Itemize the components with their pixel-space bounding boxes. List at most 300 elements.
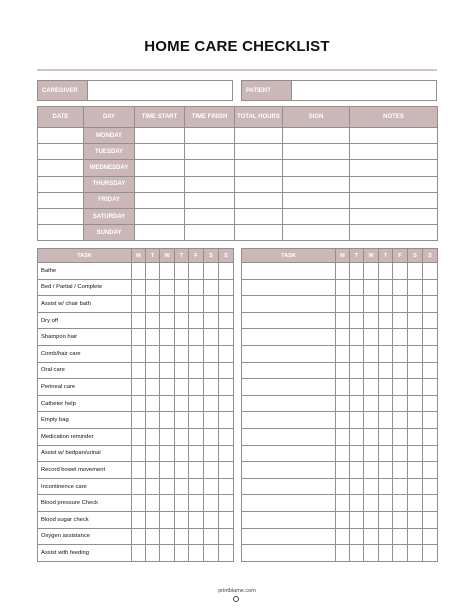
task-check-cell[interactable] — [393, 296, 408, 313]
task-check-cell[interactable] — [160, 412, 175, 429]
schedule-entry-cell[interactable] — [135, 225, 185, 241]
task-check-cell[interactable] — [379, 511, 393, 528]
task-check-cell[interactable] — [379, 395, 393, 412]
task-check-cell[interactable] — [336, 329, 350, 346]
task-check-cell[interactable] — [350, 462, 364, 479]
task-check-cell[interactable] — [146, 362, 160, 379]
task-check-cell[interactable] — [189, 395, 204, 412]
task-check-cell[interactable] — [160, 379, 175, 396]
task-check-cell[interactable] — [132, 495, 146, 512]
schedule-entry-cell[interactable] — [350, 144, 438, 160]
task-check-cell[interactable] — [336, 362, 350, 379]
task-check-cell[interactable] — [408, 445, 423, 462]
schedule-entry-cell[interactable] — [185, 160, 235, 176]
task-check-cell[interactable] — [336, 379, 350, 396]
task-check-cell[interactable] — [364, 279, 379, 296]
task-check-cell[interactable] — [393, 312, 408, 329]
schedule-entry-cell[interactable] — [185, 128, 235, 144]
task-check-cell[interactable] — [364, 528, 379, 545]
task-check-cell[interactable] — [175, 495, 189, 512]
task-check-cell[interactable] — [393, 495, 408, 512]
schedule-entry-cell[interactable] — [283, 192, 350, 208]
task-check-cell[interactable] — [423, 379, 438, 396]
task-check-cell[interactable] — [146, 462, 160, 479]
task-check-cell[interactable] — [393, 345, 408, 362]
schedule-entry-cell[interactable] — [135, 160, 185, 176]
task-check-cell[interactable] — [189, 495, 204, 512]
task-check-cell[interactable] — [408, 545, 423, 562]
schedule-entry-cell[interactable] — [38, 144, 84, 160]
schedule-entry-cell[interactable] — [283, 160, 350, 176]
task-check-cell[interactable] — [219, 395, 234, 412]
task-name-blank[interactable] — [242, 545, 336, 562]
task-check-cell[interactable] — [146, 329, 160, 346]
task-check-cell[interactable] — [175, 362, 189, 379]
task-check-cell[interactable] — [350, 428, 364, 445]
task-check-cell[interactable] — [423, 362, 438, 379]
task-check-cell[interactable] — [189, 412, 204, 429]
schedule-entry-cell[interactable] — [283, 128, 350, 144]
task-check-cell[interactable] — [175, 528, 189, 545]
task-check-cell[interactable] — [175, 511, 189, 528]
task-check-cell[interactable] — [204, 511, 219, 528]
task-check-cell[interactable] — [393, 445, 408, 462]
task-check-cell[interactable] — [189, 478, 204, 495]
task-check-cell[interactable] — [175, 279, 189, 296]
task-name-blank[interactable] — [242, 345, 336, 362]
task-check-cell[interactable] — [132, 379, 146, 396]
task-check-cell[interactable] — [379, 428, 393, 445]
task-check-cell[interactable] — [423, 528, 438, 545]
task-check-cell[interactable] — [350, 296, 364, 313]
task-check-cell[interactable] — [219, 379, 234, 396]
task-check-cell[interactable] — [160, 312, 175, 329]
task-check-cell[interactable] — [408, 329, 423, 346]
schedule-entry-cell[interactable] — [235, 208, 283, 224]
task-check-cell[interactable] — [408, 478, 423, 495]
task-check-cell[interactable] — [350, 362, 364, 379]
task-check-cell[interactable] — [336, 279, 350, 296]
task-check-cell[interactable] — [189, 428, 204, 445]
task-check-cell[interactable] — [219, 495, 234, 512]
schedule-entry-cell[interactable] — [283, 225, 350, 241]
task-check-cell[interactable] — [423, 345, 438, 362]
caregiver-field[interactable] — [88, 81, 233, 101]
task-check-cell[interactable] — [204, 478, 219, 495]
schedule-entry-cell[interactable] — [38, 208, 84, 224]
task-name-blank[interactable] — [242, 379, 336, 396]
task-check-cell[interactable] — [219, 511, 234, 528]
task-name-blank[interactable] — [242, 511, 336, 528]
schedule-entry-cell[interactable] — [135, 208, 185, 224]
task-check-cell[interactable] — [379, 296, 393, 313]
task-check-cell[interactable] — [160, 345, 175, 362]
task-name-blank[interactable] — [242, 263, 336, 280]
task-check-cell[interactable] — [393, 511, 408, 528]
task-name-blank[interactable] — [242, 412, 336, 429]
task-check-cell[interactable] — [423, 478, 438, 495]
task-check-cell[interactable] — [364, 379, 379, 396]
task-name-blank[interactable] — [242, 462, 336, 479]
task-check-cell[interactable] — [336, 545, 350, 562]
task-name-blank[interactable] — [242, 329, 336, 346]
task-check-cell[interactable] — [336, 428, 350, 445]
task-check-cell[interactable] — [146, 379, 160, 396]
task-check-cell[interactable] — [408, 428, 423, 445]
task-check-cell[interactable] — [364, 395, 379, 412]
schedule-entry-cell[interactable] — [350, 208, 438, 224]
task-check-cell[interactable] — [336, 395, 350, 412]
task-check-cell[interactable] — [204, 462, 219, 479]
task-check-cell[interactable] — [219, 528, 234, 545]
task-check-cell[interactable] — [408, 528, 423, 545]
task-check-cell[interactable] — [364, 296, 379, 313]
task-check-cell[interactable] — [204, 362, 219, 379]
task-check-cell[interactable] — [146, 279, 160, 296]
task-check-cell[interactable] — [189, 263, 204, 280]
task-check-cell[interactable] — [175, 412, 189, 429]
task-check-cell[interactable] — [204, 495, 219, 512]
task-check-cell[interactable] — [204, 263, 219, 280]
task-check-cell[interactable] — [219, 279, 234, 296]
task-check-cell[interactable] — [350, 279, 364, 296]
task-check-cell[interactable] — [336, 263, 350, 280]
task-check-cell[interactable] — [408, 379, 423, 396]
task-check-cell[interactable] — [132, 312, 146, 329]
schedule-entry-cell[interactable] — [135, 192, 185, 208]
task-check-cell[interactable] — [175, 312, 189, 329]
task-check-cell[interactable] — [146, 345, 160, 362]
task-check-cell[interactable] — [408, 362, 423, 379]
task-name-blank[interactable] — [242, 312, 336, 329]
task-check-cell[interactable] — [219, 329, 234, 346]
task-check-cell[interactable] — [408, 263, 423, 280]
task-check-cell[interactable] — [379, 528, 393, 545]
schedule-entry-cell[interactable] — [38, 225, 84, 241]
task-check-cell[interactable] — [364, 511, 379, 528]
task-check-cell[interactable] — [189, 312, 204, 329]
task-check-cell[interactable] — [219, 478, 234, 495]
task-check-cell[interactable] — [364, 329, 379, 346]
schedule-entry-cell[interactable] — [185, 225, 235, 241]
task-check-cell[interactable] — [393, 395, 408, 412]
task-check-cell[interactable] — [393, 379, 408, 396]
schedule-entry-cell[interactable] — [38, 176, 84, 192]
schedule-entry-cell[interactable] — [38, 192, 84, 208]
task-check-cell[interactable] — [379, 345, 393, 362]
schedule-entry-cell[interactable] — [350, 192, 438, 208]
schedule-entry-cell[interactable] — [235, 160, 283, 176]
task-check-cell[interactable] — [336, 462, 350, 479]
task-check-cell[interactable] — [146, 428, 160, 445]
task-check-cell[interactable] — [189, 462, 204, 479]
task-check-cell[interactable] — [350, 412, 364, 429]
task-check-cell[interactable] — [146, 511, 160, 528]
task-check-cell[interactable] — [132, 345, 146, 362]
task-check-cell[interactable] — [364, 428, 379, 445]
patient-field[interactable] — [292, 81, 437, 101]
task-check-cell[interactable] — [423, 296, 438, 313]
task-check-cell[interactable] — [132, 412, 146, 429]
task-name-blank[interactable] — [242, 296, 336, 313]
task-check-cell[interactable] — [379, 445, 393, 462]
schedule-entry-cell[interactable] — [283, 208, 350, 224]
task-check-cell[interactable] — [336, 445, 350, 462]
task-check-cell[interactable] — [408, 312, 423, 329]
task-check-cell[interactable] — [132, 329, 146, 346]
schedule-entry-cell[interactable] — [283, 144, 350, 160]
task-check-cell[interactable] — [408, 296, 423, 313]
task-check-cell[interactable] — [146, 296, 160, 313]
task-check-cell[interactable] — [408, 412, 423, 429]
task-check-cell[interactable] — [423, 279, 438, 296]
task-check-cell[interactable] — [379, 545, 393, 562]
task-check-cell[interactable] — [379, 312, 393, 329]
task-check-cell[interactable] — [393, 428, 408, 445]
task-check-cell[interactable] — [146, 312, 160, 329]
task-check-cell[interactable] — [423, 329, 438, 346]
task-name-blank[interactable] — [242, 279, 336, 296]
task-check-cell[interactable] — [219, 312, 234, 329]
schedule-entry-cell[interactable] — [350, 225, 438, 241]
task-name-blank[interactable] — [242, 478, 336, 495]
schedule-entry-cell[interactable] — [135, 176, 185, 192]
task-check-cell[interactable] — [393, 329, 408, 346]
task-check-cell[interactable] — [219, 445, 234, 462]
task-check-cell[interactable] — [204, 279, 219, 296]
task-check-cell[interactable] — [379, 263, 393, 280]
schedule-entry-cell[interactable] — [185, 144, 235, 160]
task-check-cell[interactable] — [393, 412, 408, 429]
task-check-cell[interactable] — [219, 428, 234, 445]
task-check-cell[interactable] — [160, 462, 175, 479]
task-check-cell[interactable] — [350, 263, 364, 280]
schedule-entry-cell[interactable] — [185, 176, 235, 192]
task-check-cell[interactable] — [204, 428, 219, 445]
task-check-cell[interactable] — [423, 428, 438, 445]
task-check-cell[interactable] — [379, 462, 393, 479]
task-check-cell[interactable] — [132, 279, 146, 296]
task-check-cell[interactable] — [350, 395, 364, 412]
task-check-cell[interactable] — [336, 495, 350, 512]
task-check-cell[interactable] — [350, 511, 364, 528]
task-check-cell[interactable] — [364, 362, 379, 379]
task-check-cell[interactable] — [408, 279, 423, 296]
task-name-blank[interactable] — [242, 495, 336, 512]
schedule-entry-cell[interactable] — [235, 225, 283, 241]
task-check-cell[interactable] — [160, 495, 175, 512]
task-check-cell[interactable] — [146, 495, 160, 512]
task-name-blank[interactable] — [242, 528, 336, 545]
task-check-cell[interactable] — [146, 478, 160, 495]
task-check-cell[interactable] — [219, 263, 234, 280]
task-check-cell[interactable] — [350, 312, 364, 329]
task-check-cell[interactable] — [204, 296, 219, 313]
task-check-cell[interactable] — [189, 379, 204, 396]
task-check-cell[interactable] — [336, 312, 350, 329]
schedule-entry-cell[interactable] — [185, 192, 235, 208]
task-check-cell[interactable] — [393, 462, 408, 479]
task-check-cell[interactable] — [189, 511, 204, 528]
task-check-cell[interactable] — [350, 329, 364, 346]
task-check-cell[interactable] — [379, 362, 393, 379]
task-check-cell[interactable] — [364, 263, 379, 280]
task-check-cell[interactable] — [160, 362, 175, 379]
task-check-cell[interactable] — [146, 545, 160, 562]
task-check-cell[interactable] — [132, 263, 146, 280]
task-check-cell[interactable] — [408, 511, 423, 528]
task-check-cell[interactable] — [393, 545, 408, 562]
task-check-cell[interactable] — [189, 345, 204, 362]
task-check-cell[interactable] — [219, 462, 234, 479]
task-check-cell[interactable] — [364, 478, 379, 495]
task-check-cell[interactable] — [146, 528, 160, 545]
task-check-cell[interactable] — [379, 478, 393, 495]
task-check-cell[interactable] — [160, 263, 175, 280]
task-check-cell[interactable] — [204, 412, 219, 429]
task-check-cell[interactable] — [350, 495, 364, 512]
task-check-cell[interactable] — [160, 511, 175, 528]
task-check-cell[interactable] — [336, 478, 350, 495]
task-check-cell[interactable] — [350, 528, 364, 545]
task-check-cell[interactable] — [393, 279, 408, 296]
task-check-cell[interactable] — [204, 395, 219, 412]
task-check-cell[interactable] — [132, 511, 146, 528]
task-check-cell[interactable] — [364, 312, 379, 329]
task-check-cell[interactable] — [204, 545, 219, 562]
task-check-cell[interactable] — [423, 412, 438, 429]
task-check-cell[interactable] — [160, 428, 175, 445]
task-check-cell[interactable] — [350, 345, 364, 362]
task-check-cell[interactable] — [175, 445, 189, 462]
task-check-cell[interactable] — [175, 379, 189, 396]
task-check-cell[interactable] — [408, 462, 423, 479]
task-check-cell[interactable] — [423, 545, 438, 562]
task-check-cell[interactable] — [379, 379, 393, 396]
task-check-cell[interactable] — [175, 478, 189, 495]
task-name-blank[interactable] — [242, 428, 336, 445]
task-check-cell[interactable] — [219, 362, 234, 379]
task-check-cell[interactable] — [189, 329, 204, 346]
task-check-cell[interactable] — [364, 462, 379, 479]
task-check-cell[interactable] — [423, 263, 438, 280]
task-check-cell[interactable] — [364, 412, 379, 429]
task-check-cell[interactable] — [132, 545, 146, 562]
task-check-cell[interactable] — [204, 379, 219, 396]
task-check-cell[interactable] — [379, 412, 393, 429]
task-check-cell[interactable] — [204, 345, 219, 362]
task-check-cell[interactable] — [132, 395, 146, 412]
task-check-cell[interactable] — [423, 312, 438, 329]
task-check-cell[interactable] — [379, 495, 393, 512]
task-check-cell[interactable] — [204, 528, 219, 545]
task-check-cell[interactable] — [175, 345, 189, 362]
task-check-cell[interactable] — [132, 362, 146, 379]
schedule-entry-cell[interactable] — [350, 176, 438, 192]
task-check-cell[interactable] — [160, 545, 175, 562]
task-check-cell[interactable] — [350, 445, 364, 462]
task-check-cell[interactable] — [408, 395, 423, 412]
task-check-cell[interactable] — [364, 445, 379, 462]
schedule-entry-cell[interactable] — [38, 160, 84, 176]
task-check-cell[interactable] — [364, 545, 379, 562]
task-check-cell[interactable] — [350, 478, 364, 495]
task-check-cell[interactable] — [175, 428, 189, 445]
task-check-cell[interactable] — [423, 495, 438, 512]
task-check-cell[interactable] — [160, 395, 175, 412]
schedule-entry-cell[interactable] — [235, 144, 283, 160]
task-check-cell[interactable] — [379, 329, 393, 346]
task-name-blank[interactable] — [242, 395, 336, 412]
task-check-cell[interactable] — [364, 495, 379, 512]
task-check-cell[interactable] — [408, 345, 423, 362]
task-check-cell[interactable] — [379, 279, 393, 296]
task-check-cell[interactable] — [336, 345, 350, 362]
task-check-cell[interactable] — [160, 528, 175, 545]
task-check-cell[interactable] — [146, 395, 160, 412]
task-name-blank[interactable] — [242, 445, 336, 462]
task-check-cell[interactable] — [364, 345, 379, 362]
task-check-cell[interactable] — [146, 412, 160, 429]
task-check-cell[interactable] — [132, 528, 146, 545]
task-check-cell[interactable] — [146, 445, 160, 462]
task-check-cell[interactable] — [189, 545, 204, 562]
task-check-cell[interactable] — [219, 296, 234, 313]
task-check-cell[interactable] — [160, 296, 175, 313]
task-check-cell[interactable] — [350, 379, 364, 396]
task-check-cell[interactable] — [132, 445, 146, 462]
task-check-cell[interactable] — [175, 545, 189, 562]
task-check-cell[interactable] — [146, 263, 160, 280]
task-check-cell[interactable] — [393, 528, 408, 545]
task-check-cell[interactable] — [204, 329, 219, 346]
task-check-cell[interactable] — [423, 445, 438, 462]
task-check-cell[interactable] — [175, 395, 189, 412]
schedule-entry-cell[interactable] — [235, 128, 283, 144]
task-check-cell[interactable] — [175, 296, 189, 313]
task-check-cell[interactable] — [336, 511, 350, 528]
task-check-cell[interactable] — [336, 528, 350, 545]
task-check-cell[interactable] — [219, 345, 234, 362]
task-check-cell[interactable] — [204, 312, 219, 329]
task-check-cell[interactable] — [189, 445, 204, 462]
task-check-cell[interactable] — [189, 279, 204, 296]
task-name-blank[interactable] — [242, 362, 336, 379]
task-check-cell[interactable] — [219, 545, 234, 562]
task-check-cell[interactable] — [336, 412, 350, 429]
task-check-cell[interactable] — [423, 462, 438, 479]
schedule-entry-cell[interactable] — [235, 192, 283, 208]
task-check-cell[interactable] — [350, 545, 364, 562]
schedule-entry-cell[interactable] — [185, 208, 235, 224]
task-check-cell[interactable] — [175, 462, 189, 479]
task-check-cell[interactable] — [408, 495, 423, 512]
task-check-cell[interactable] — [204, 445, 219, 462]
task-check-cell[interactable] — [189, 528, 204, 545]
schedule-entry-cell[interactable] — [135, 128, 185, 144]
schedule-entry-cell[interactable] — [38, 128, 84, 144]
task-check-cell[interactable] — [175, 263, 189, 280]
task-check-cell[interactable] — [132, 462, 146, 479]
task-check-cell[interactable] — [423, 511, 438, 528]
schedule-entry-cell[interactable] — [135, 144, 185, 160]
task-check-cell[interactable] — [219, 412, 234, 429]
task-check-cell[interactable] — [393, 478, 408, 495]
schedule-entry-cell[interactable] — [350, 160, 438, 176]
schedule-entry-cell[interactable] — [283, 176, 350, 192]
schedule-entry-cell[interactable] — [350, 128, 438, 144]
task-check-cell[interactable] — [160, 478, 175, 495]
